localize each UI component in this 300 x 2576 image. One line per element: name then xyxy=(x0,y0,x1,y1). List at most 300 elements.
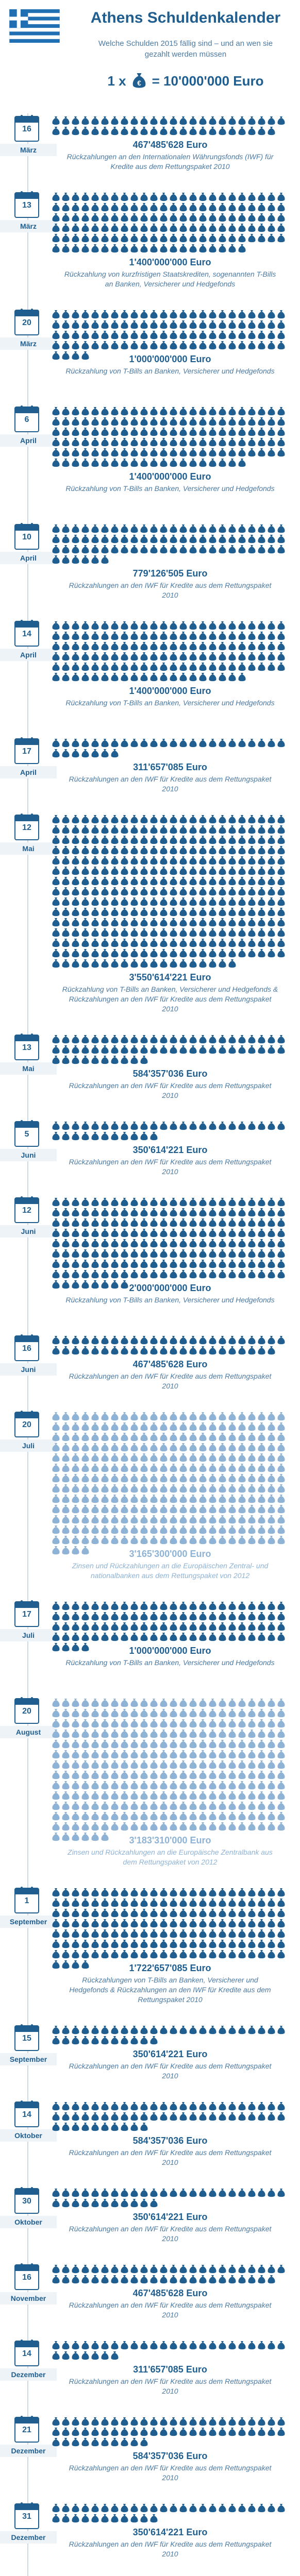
money-bag-icon xyxy=(189,631,197,641)
money-bag-icon xyxy=(277,2341,286,2350)
money-bag-icon xyxy=(218,1919,227,1928)
money-bag-icon xyxy=(52,2514,60,2523)
money-bag-icon xyxy=(110,1535,119,1545)
money-bag-icon xyxy=(198,1228,207,1238)
money-bag-icon xyxy=(81,1729,90,1739)
money-bag-icon xyxy=(238,1218,246,1228)
money-bag-icon xyxy=(189,2417,197,2427)
money-bag-icon xyxy=(277,1239,286,1248)
money-bag-icon xyxy=(120,2112,129,2122)
money-bag-icon xyxy=(52,1729,60,1739)
money-bag-icon xyxy=(71,2198,80,2208)
money-bag-icon xyxy=(91,406,99,416)
money-bag-icon xyxy=(130,1708,139,1718)
money-bag-icon xyxy=(277,448,286,457)
money-bag-icon xyxy=(159,641,168,651)
money-bag-icon xyxy=(149,1504,158,1514)
calendar-ring xyxy=(21,115,23,119)
money-bag-icon xyxy=(120,1719,129,1728)
money-bag-icon xyxy=(228,2264,237,2274)
money-bag-icon xyxy=(228,1939,237,1949)
money-bag-icon xyxy=(149,1259,158,1269)
money-bag-icon xyxy=(179,1929,188,1939)
money-bag-icon xyxy=(228,1346,237,1355)
money-bag-grid xyxy=(52,2503,289,2523)
money-bag-icon xyxy=(238,126,246,136)
money-bag-icon xyxy=(198,1729,207,1739)
money-bag-icon xyxy=(110,1719,119,1728)
money-bag-icon xyxy=(140,524,148,534)
money-bag-icon xyxy=(257,641,266,651)
money-bag-icon xyxy=(257,1453,266,1463)
money-bag-icon xyxy=(120,1515,129,1524)
money-bag-icon xyxy=(169,341,178,350)
money-bag-icon xyxy=(130,1494,139,1504)
money-bag-icon xyxy=(91,1432,99,1442)
calendar-day: 12 xyxy=(22,1206,31,1215)
money-bag-icon xyxy=(228,1335,237,1345)
money-bag-icon xyxy=(247,938,256,948)
money-bag-icon xyxy=(189,223,197,233)
money-bag-icon xyxy=(159,1453,168,1463)
money-bag-icon xyxy=(91,2188,99,2198)
money-bag-icon xyxy=(140,1228,148,1238)
money-bag-icon xyxy=(208,2427,217,2437)
money-bag-icon xyxy=(71,1463,80,1473)
money-bag-icon xyxy=(61,835,70,845)
money-bag-icon xyxy=(71,887,80,896)
money-bag-icon xyxy=(189,2427,197,2437)
money-bag-icon xyxy=(189,202,197,212)
money-bag-icon xyxy=(189,1239,197,1248)
money-bag-icon xyxy=(81,1760,90,1770)
money-bag-icon xyxy=(81,1453,90,1463)
calendar-ring xyxy=(31,2502,33,2506)
money-bag-icon xyxy=(238,1259,246,1269)
money-bag-icon xyxy=(130,406,139,416)
calendar-day: 1 xyxy=(24,1896,29,1905)
calendar-ring xyxy=(21,2263,23,2267)
money-bag-icon xyxy=(159,1535,168,1545)
money-bag-icon xyxy=(208,1422,217,1432)
money-bag-icon xyxy=(159,1335,168,1345)
money-bag-icon xyxy=(218,1939,227,1949)
money-bag-icon xyxy=(277,1035,286,1044)
money-bag-icon xyxy=(208,1622,217,1632)
money-bag-icon xyxy=(267,1939,276,1949)
money-bag-icon xyxy=(198,1822,207,1832)
money-bag-icon xyxy=(52,458,60,468)
money-bag-icon xyxy=(91,631,99,641)
money-bag-icon xyxy=(189,1269,197,1279)
money-bag-icon xyxy=(61,1919,70,1928)
money-bag-icon xyxy=(189,1729,197,1739)
money-bag-icon xyxy=(101,1239,109,1248)
money-bag-icon xyxy=(247,928,256,938)
money-bag-icon xyxy=(228,1760,237,1770)
money-bag-icon xyxy=(130,856,139,866)
money-bag-icon xyxy=(267,2025,276,2035)
money-bag-icon xyxy=(149,2264,158,2274)
money-bag-icon xyxy=(110,341,119,350)
money-bag-icon xyxy=(71,1504,80,1514)
calendar-day: 14 xyxy=(22,2110,31,2119)
money-bag-icon xyxy=(130,524,139,534)
money-bag-icon xyxy=(257,918,266,927)
money-bag-icon xyxy=(208,1269,217,1279)
money-bag-icon xyxy=(91,887,99,896)
money-bag-icon xyxy=(71,1708,80,1718)
amount-label: 2'000'000'000 Euro xyxy=(129,1283,211,1293)
money-bag-icon xyxy=(71,534,80,544)
money-bag-icon xyxy=(189,1898,197,1908)
money-bag-icon xyxy=(257,1249,266,1259)
money-bag-icon xyxy=(267,1494,276,1504)
money-bag-icon xyxy=(71,2025,80,2035)
money-bag-icon xyxy=(198,448,207,457)
money-bag-icon xyxy=(277,437,286,447)
money-bag-icon xyxy=(101,845,109,855)
money-bag-icon xyxy=(149,1811,158,1821)
money-bag-icon xyxy=(52,1612,60,1621)
money-bag-icon xyxy=(159,1121,168,1131)
money-bag-icon xyxy=(149,320,158,330)
money-bag-icon xyxy=(267,825,276,835)
money-bag-icon xyxy=(130,1422,139,1432)
money-bag-icon xyxy=(71,1412,80,1421)
money-bag-icon xyxy=(52,2036,60,2045)
money-bag-icon xyxy=(110,1729,119,1739)
money-bag-icon xyxy=(267,1463,276,1473)
money-bag-icon xyxy=(208,1698,217,1708)
calendar-icon xyxy=(14,815,39,840)
money-bag-icon xyxy=(218,1443,227,1452)
money-bag-icon xyxy=(101,2503,109,2513)
money-bag-icon xyxy=(228,2112,237,2122)
money-bag-icon xyxy=(267,907,276,917)
money-bag-icon xyxy=(257,1515,266,1524)
money-bag-icon xyxy=(247,815,256,824)
money-bag-icon xyxy=(247,1259,256,1269)
money-bag-icon xyxy=(110,887,119,896)
money-bag-icon xyxy=(81,1801,90,1811)
money-bag-icon xyxy=(71,1632,80,1642)
money-bag-icon xyxy=(71,662,80,672)
money-bag-icon xyxy=(238,1504,246,1514)
money-bag-icon xyxy=(159,856,168,866)
money-bag-icon xyxy=(228,1791,237,1801)
money-bag-icon xyxy=(159,1045,168,1055)
calendar-ring xyxy=(31,1120,33,1124)
money-bag-icon xyxy=(81,2351,90,2361)
money-bag-icon xyxy=(140,1515,148,1524)
money-bag-icon xyxy=(110,1432,119,1442)
money-bag-icon xyxy=(52,948,60,958)
money-bag-icon xyxy=(169,1208,178,1217)
money-bag-icon xyxy=(198,1632,207,1642)
money-bag-icon xyxy=(130,959,139,969)
money-bag-icon xyxy=(120,2025,129,2035)
money-bag-icon xyxy=(120,825,129,835)
money-bag-icon xyxy=(198,1612,207,1621)
money-bag-icon xyxy=(169,437,178,447)
money-bag-icon xyxy=(101,1612,109,1621)
money-bag-icon xyxy=(110,1698,119,1708)
money-bag-icon xyxy=(189,1822,197,1832)
money-bag-icon xyxy=(198,2341,207,2350)
money-bag-icon xyxy=(257,1535,266,1545)
calendar-day: 17 xyxy=(22,1610,31,1619)
money-bag-icon xyxy=(277,938,286,948)
money-bag-icon xyxy=(169,1443,178,1452)
money-bag-icon xyxy=(71,845,80,855)
money-bag-icon xyxy=(159,1760,168,1770)
money-bag-icon xyxy=(208,192,217,202)
money-bag-icon xyxy=(247,1412,256,1421)
money-bag-icon xyxy=(61,1259,70,1269)
money-bag-icon xyxy=(218,928,227,938)
money-bag-icon xyxy=(228,866,237,876)
money-bag-icon xyxy=(149,897,158,907)
money-bag-icon xyxy=(228,427,237,437)
money-bag-icon xyxy=(120,652,129,662)
money-bag-icon xyxy=(140,1218,148,1228)
money-bag-icon xyxy=(208,1612,217,1621)
money-bag-icon xyxy=(228,1412,237,1421)
money-bag-icon xyxy=(130,1484,139,1494)
money-bag-icon xyxy=(110,233,119,243)
money-bag-icon xyxy=(101,458,109,468)
money-bag-icon xyxy=(267,1535,276,1545)
money-bag-icon xyxy=(238,1770,246,1780)
money-bag-icon xyxy=(169,2102,178,2111)
money-bag-icon xyxy=(91,1412,99,1421)
money-bag-icon xyxy=(110,1463,119,1473)
money-bag-icon xyxy=(198,545,207,554)
money-bag-icon xyxy=(52,427,60,437)
money-bag-icon xyxy=(120,448,129,457)
money-bag-icon xyxy=(238,2264,246,2274)
money-bag-icon xyxy=(247,1770,256,1780)
money-bag-icon xyxy=(140,545,148,554)
money-bag-icon xyxy=(52,1335,60,1345)
money-bag-icon xyxy=(110,1791,119,1801)
money-bag-icon xyxy=(81,1208,90,1217)
money-bag-icon xyxy=(159,406,168,416)
money-bag-icon xyxy=(120,1601,129,1611)
money-bag-icon xyxy=(159,876,168,886)
money-bag-icon xyxy=(81,1197,90,1207)
money-bag-icon xyxy=(61,223,70,233)
money-bag-icon xyxy=(61,897,70,907)
money-bag-icon xyxy=(149,1822,158,1832)
money-bag-icon xyxy=(91,1269,99,1279)
money-bag-icon xyxy=(140,845,148,855)
money-bag-icon xyxy=(101,126,109,136)
money-bag-icon xyxy=(120,1228,129,1238)
money-bag-icon xyxy=(277,641,286,651)
money-bag-icon xyxy=(91,1035,99,1044)
money-bag-icon xyxy=(228,887,237,896)
money-bag-icon xyxy=(169,1770,178,1780)
money-bag-icon xyxy=(169,1708,178,1718)
money-bag-icon xyxy=(208,448,217,457)
money-bag-icon xyxy=(81,1239,90,1248)
money-bag-icon xyxy=(198,897,207,907)
money-bag-icon xyxy=(110,825,119,835)
money-bag-icon xyxy=(238,1939,246,1949)
money-bag-icon xyxy=(149,835,158,845)
money-bag-icon xyxy=(140,1622,148,1632)
money-bag-icon xyxy=(238,244,246,253)
money-bag-icon xyxy=(189,1708,197,1718)
money-bag-icon xyxy=(130,1197,139,1207)
money-bag-icon xyxy=(238,1249,246,1259)
money-bag-icon xyxy=(198,1929,207,1939)
calendar-ring xyxy=(31,191,33,195)
money-bag-icon xyxy=(179,1781,188,1790)
money-bag-icon xyxy=(228,1208,237,1217)
money-bag-icon xyxy=(198,417,207,427)
money-bag-icon xyxy=(208,458,217,468)
money-bag-icon xyxy=(267,2102,276,2111)
money-bag-icon xyxy=(198,1346,207,1355)
money-bag-icon xyxy=(140,621,148,631)
money-bag-icon xyxy=(159,1708,168,1718)
money-bag-icon xyxy=(81,1898,90,1908)
money-bag-icon xyxy=(179,2102,188,2111)
money-bag-icon xyxy=(149,1791,158,1801)
money-bag-icon xyxy=(218,738,227,748)
money-bag-icon xyxy=(277,662,286,672)
money-bag-icon xyxy=(169,1249,178,1259)
money-bag-icon xyxy=(247,948,256,958)
money-bag-icon xyxy=(91,1801,99,1811)
money-bag-icon xyxy=(169,192,178,202)
money-bag-icon xyxy=(228,1494,237,1504)
money-bag-icon xyxy=(169,1484,178,1494)
money-bag-icon xyxy=(228,1535,237,1545)
money-bag-icon xyxy=(130,641,139,651)
money-bag-icon xyxy=(120,1729,129,1739)
money-bag-icon xyxy=(140,1919,148,1928)
money-bag-icon xyxy=(277,1218,286,1228)
money-bag-icon xyxy=(169,1612,178,1621)
calendar-icon xyxy=(14,1197,39,1223)
money-bag-icon xyxy=(247,192,256,202)
money-bag-icon xyxy=(277,825,286,835)
money-bag-icon xyxy=(71,1729,80,1739)
money-bag-icon xyxy=(61,1494,70,1504)
money-bag-icon xyxy=(120,631,129,641)
money-bag-icon xyxy=(238,458,246,468)
calendar-month: Oktober xyxy=(0,2216,57,2228)
money-bag-icon xyxy=(149,2025,158,2035)
money-bag-icon xyxy=(101,631,109,641)
money-bag-icon xyxy=(130,1929,139,1939)
money-bag-icon xyxy=(198,2417,207,2427)
money-bag-icon xyxy=(257,2341,266,2350)
money-bag-icon xyxy=(120,1535,129,1545)
money-bag-icon xyxy=(110,1632,119,1642)
money-bag-icon xyxy=(130,1335,139,1345)
money-bag-icon xyxy=(159,417,168,427)
money-bag-icon xyxy=(228,202,237,212)
money-bag-icon xyxy=(189,1781,197,1790)
money-bag-icon xyxy=(71,749,80,758)
money-bag-icon xyxy=(247,2427,256,2437)
money-bag-icon xyxy=(91,2275,99,2284)
money-bag-icon xyxy=(149,1698,158,1708)
money-bag-icon xyxy=(267,1632,276,1642)
money-bag-icon xyxy=(257,631,266,641)
money-bag-icon xyxy=(257,1919,266,1928)
money-bag-icon xyxy=(71,1259,80,1269)
money-bag-icon xyxy=(61,856,70,866)
money-bag-icon xyxy=(179,341,188,350)
money-bag-icon xyxy=(238,1612,246,1621)
money-bag-icon xyxy=(198,2102,207,2111)
money-bag-grid xyxy=(52,1412,289,1555)
money-bag-icon xyxy=(218,223,227,233)
money-bag-icon xyxy=(61,1239,70,1248)
money-bag-icon xyxy=(179,320,188,330)
money-bag-icon xyxy=(228,1432,237,1442)
money-bag-icon xyxy=(257,1208,266,1217)
payment-description: Rückzahlungen von T-Bills an Banken, Versicherer und Hedgefonds & Rückzahlungen an den IWF für Kredite aus dem Rettungspaket 2010 xyxy=(69,1976,271,2004)
money-bag-icon xyxy=(91,959,99,969)
money-bag-icon xyxy=(198,1412,207,1421)
money-bag-icon xyxy=(130,116,139,126)
money-bag-icon xyxy=(149,1622,158,1632)
money-bag-icon xyxy=(277,2503,286,2513)
money-bag-icon xyxy=(91,1698,99,1708)
money-bag-icon xyxy=(71,2112,80,2122)
money-bag-grid xyxy=(52,406,289,468)
money-bag-icon xyxy=(140,1422,148,1432)
money-bag-icon xyxy=(247,621,256,631)
money-bag-icon xyxy=(198,1601,207,1611)
money-bag-icon xyxy=(198,427,207,437)
money-bag-icon xyxy=(198,1739,207,1749)
money-bag-icon xyxy=(198,876,207,886)
money-bag-icon xyxy=(52,1781,60,1790)
money-bag-icon xyxy=(238,866,246,876)
money-bag-icon xyxy=(238,662,246,672)
money-bag-icon xyxy=(140,662,148,672)
money-bag-icon xyxy=(91,213,99,223)
money-bag-icon xyxy=(52,2188,60,2198)
money-bag-icon xyxy=(71,938,80,948)
money-bag-icon xyxy=(81,1739,90,1749)
money-bag-icon xyxy=(149,1453,158,1463)
money-bag-icon xyxy=(208,1504,217,1514)
money-bag-icon xyxy=(71,545,80,554)
money-bag-icon xyxy=(52,202,60,212)
money-bag-icon xyxy=(198,1197,207,1207)
money-bag-icon xyxy=(189,2275,197,2284)
money-bag-icon xyxy=(198,652,207,662)
money-bag-icon xyxy=(149,1335,158,1345)
money-bag-icon xyxy=(277,1504,286,1514)
money-bag-icon xyxy=(81,959,90,969)
money-bag-icon xyxy=(110,1259,119,1269)
money-bag-icon xyxy=(81,2503,90,2513)
money-bag-icon xyxy=(228,1045,237,1055)
money-bag-icon xyxy=(218,244,227,253)
money-bag-icon xyxy=(71,1197,80,1207)
money-bag-icon xyxy=(277,948,286,958)
